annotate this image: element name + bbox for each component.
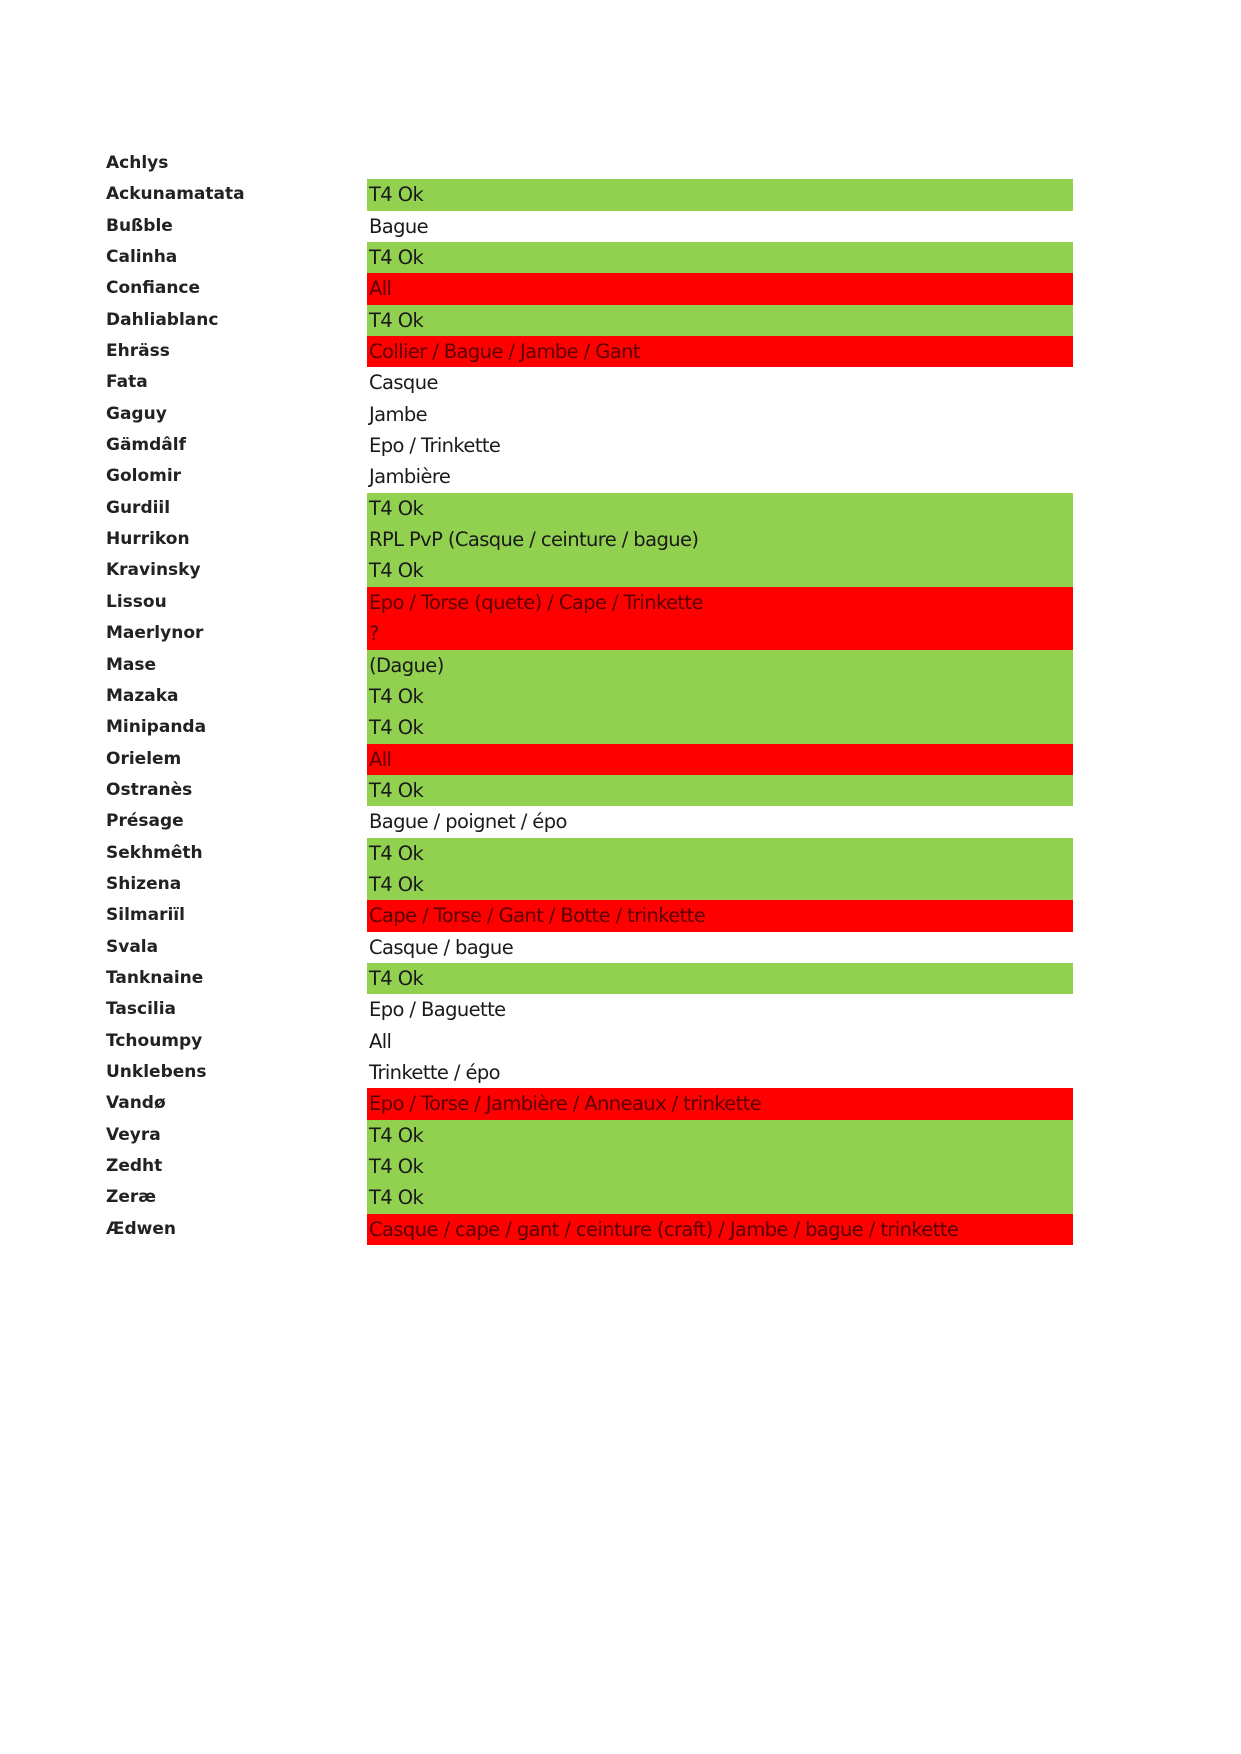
- table-row: [106, 869, 1074, 900]
- table-row: [106, 555, 1074, 586]
- table-row: [106, 1182, 1074, 1213]
- table-row: [106, 618, 1074, 649]
- table-row: [106, 148, 1074, 179]
- player-name-cell: Ackunamatata: [106, 184, 245, 205]
- gear-status-cell: Casque / bague: [369, 935, 514, 959]
- gear-status-cell: Trinkette / épo: [369, 1060, 500, 1084]
- gear-status-cell: All: [369, 1029, 392, 1053]
- table-row: [106, 367, 1074, 398]
- player-name-cell: Achlys: [106, 153, 169, 173]
- player-name-cell: Ostranès: [106, 779, 193, 800]
- table-row: [106, 430, 1074, 461]
- table-row: [106, 1120, 1074, 1151]
- player-name-cell: Maerlynor: [106, 623, 204, 644]
- gear-status-cell: All: [367, 273, 1073, 304]
- player-name-cell: Tascilia: [106, 999, 177, 1020]
- gear-status-cell: Casque: [369, 371, 438, 395]
- gear-status-cell: Cape / Torse / Gant / Botte / trinkette: [367, 900, 1073, 931]
- gear-status-cell: T4 Ok: [367, 838, 1073, 869]
- table-row: [106, 900, 1074, 931]
- player-name-cell: Orielem: [106, 748, 182, 769]
- player-name-cell: Silmariïl: [106, 905, 185, 926]
- gear-status-cell: Bague: [369, 214, 429, 238]
- player-name-cell: Sekhmêth: [106, 842, 203, 863]
- player-name-cell: Gurdiil: [106, 497, 171, 518]
- player-name-cell: Présage: [106, 811, 184, 832]
- table-row: [106, 273, 1074, 304]
- table-row: [106, 932, 1074, 963]
- gear-status-cell: T4 Ok: [367, 1182, 1073, 1213]
- player-name-cell: Ædwen: [106, 1218, 176, 1239]
- player-name-cell: Hurrikon: [106, 529, 190, 550]
- player-name-cell: Golomir: [106, 466, 182, 487]
- table-row: [106, 681, 1074, 712]
- gear-status-table: [106, 148, 1074, 1245]
- gear-status-cell: Epo / Torse / Jambière / Anneaux / trinkette: [367, 1088, 1073, 1119]
- player-name-cell: Shizena: [106, 873, 182, 894]
- player-name-cell: Bußble: [106, 215, 173, 236]
- player-name-cell: Calinha: [106, 247, 178, 268]
- player-name-cell: Tchoumpy: [106, 1030, 203, 1051]
- gear-status-cell: Jambière: [369, 465, 451, 489]
- player-name-cell: Tanknaine: [106, 967, 204, 988]
- player-name-cell: Zeræ: [106, 1187, 157, 1208]
- table-row: [106, 775, 1074, 806]
- gear-status-cell: Casque / cape / gant / ceinture (craft) / Jambe / bague / trinkette: [367, 1214, 1073, 1245]
- gear-status-cell: T4 Ok: [367, 712, 1073, 743]
- player-name-cell: Dahliablanc: [106, 309, 219, 330]
- table-row: [106, 399, 1074, 430]
- player-name-cell: Fata: [106, 372, 148, 393]
- table-row: [106, 1151, 1074, 1182]
- gear-status-cell: T4 Ok: [367, 681, 1073, 712]
- gear-status-cell: Epo / Trinkette: [369, 434, 501, 458]
- gear-status-cell: ?: [367, 618, 1073, 649]
- player-name-cell: Svala: [106, 936, 159, 957]
- table-row: [106, 305, 1074, 336]
- table-row: [106, 744, 1074, 775]
- table-row: [106, 461, 1074, 492]
- gear-status-cell: RPL PvP (Casque / ceinture / bague): [367, 524, 1073, 555]
- table-row: [106, 1214, 1074, 1245]
- table-row: [106, 493, 1074, 524]
- gear-status-cell: All: [367, 744, 1073, 775]
- gear-status-cell: Epo / Baguette: [369, 998, 506, 1022]
- gear-status-cell: T4 Ok: [367, 963, 1073, 994]
- table-row: [106, 994, 1074, 1025]
- gear-status-cell: T4 Ok: [367, 305, 1073, 336]
- player-name-cell: Gaguy: [106, 403, 167, 424]
- player-name-cell: Gämdâlf: [106, 435, 187, 456]
- player-name-cell: Mase: [106, 654, 157, 675]
- table-row: [106, 524, 1074, 555]
- gear-status-cell: T4 Ok: [367, 775, 1073, 806]
- player-name-cell: Veyra: [106, 1124, 161, 1145]
- gear-status-cell: T4 Ok: [367, 1120, 1073, 1151]
- player-name-cell: Vandø: [106, 1093, 166, 1114]
- gear-status-cell: Collier / Bague / Jambe / Gant: [367, 336, 1073, 367]
- table-row: [106, 211, 1074, 242]
- table-row: [106, 838, 1074, 869]
- table-row: [106, 179, 1074, 210]
- gear-status-cell: (Dague): [367, 650, 1073, 681]
- gear-status-cell: T4 Ok: [367, 869, 1073, 900]
- player-name-cell: Zedht: [106, 1156, 163, 1176]
- table-row: [106, 963, 1074, 994]
- gear-status-cell: T4 Ok: [367, 555, 1073, 586]
- player-name-cell: Lissou: [106, 591, 167, 612]
- gear-status-cell: T4 Ok: [367, 242, 1073, 273]
- table-row: [106, 242, 1074, 273]
- table-row: [106, 1026, 1074, 1057]
- table-row: [106, 587, 1074, 618]
- player-name-cell: Confiance: [106, 278, 201, 299]
- table-row: [106, 650, 1074, 681]
- gear-status-cell: [367, 148, 1073, 179]
- player-name-cell: Kravinsky: [106, 560, 201, 581]
- table-row: [106, 712, 1074, 743]
- table-row: [106, 1057, 1074, 1088]
- gear-status-cell: Epo / Torse (quete) / Cape / Trinkette: [367, 587, 1073, 618]
- player-name-cell: Mazaka: [106, 685, 179, 706]
- table-row: [106, 1088, 1074, 1119]
- gear-status-cell: T4 Ok: [367, 493, 1073, 524]
- player-name-cell: Unklebens: [106, 1061, 207, 1082]
- gear-status-cell: Jambe: [369, 402, 428, 426]
- gear-status-cell: T4 Ok: [367, 179, 1073, 210]
- player-name-cell: Ehräss: [106, 341, 170, 362]
- gear-status-cell: T4 Ok: [367, 1151, 1073, 1182]
- player-name-cell: Minipanda: [106, 717, 207, 738]
- gear-status-cell: Bague / poignet / épo: [369, 810, 567, 834]
- table-row: [106, 336, 1074, 367]
- table-row: [106, 806, 1074, 837]
